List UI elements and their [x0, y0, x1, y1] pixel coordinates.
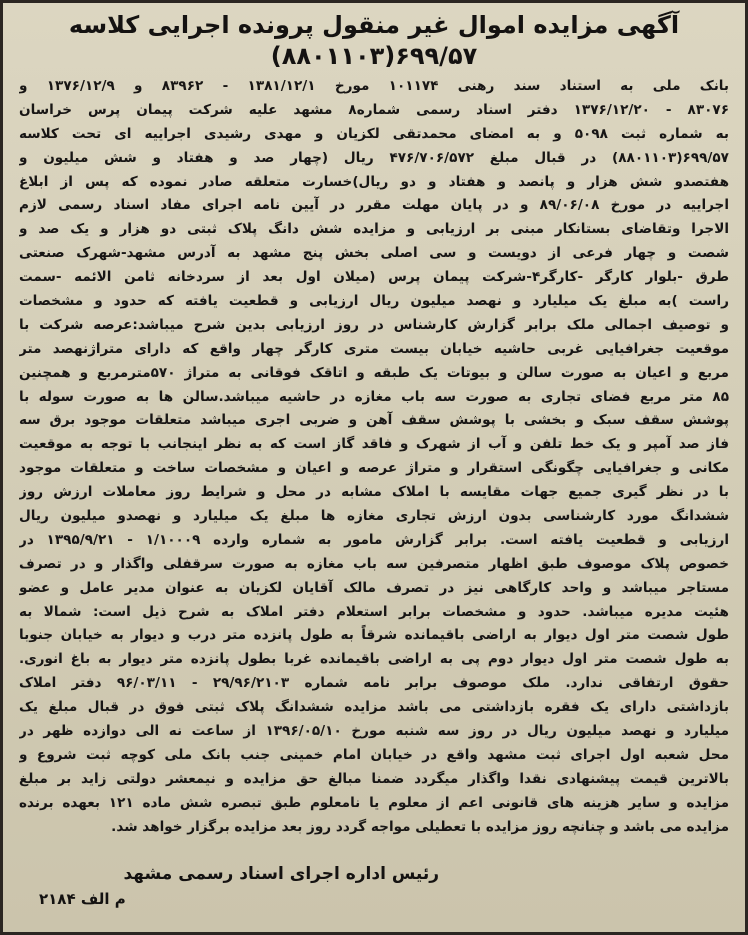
body-line: به شماره ثبت ۵۰۹۸ و به امضای محمدتقی لکزیان و مهدی رشیدی اجراییه ای تحت کلاسه: [19, 125, 729, 142]
body-line: حقوق ارتفاقی ندارد. ملک موصوف برابر نامه شماره ۲۹/۹۶/۲۱۰۳ - ۹۶/۰۳/۱۱ دفتر املاک: [19, 675, 729, 692]
body-line: مستاجر میباشد و واحد کارگاهی نیز در تصرف مالک آقایان لکزیان به عنوان مدیر عامل و عضو: [19, 579, 729, 596]
body-line: به طول شصت متر اول دیوار دوم پی به اراضی باقیمانده غربا بطول پانزده متر دیوار به باغ انوری.: [19, 651, 729, 668]
notice-body: [19, 75, 729, 840]
body-line: بازداشتی دارای یک فقره بازداشتی می باشد مزایده ششدانگ پلاک ثبتی فوق در قبال مبلغ یک: [19, 699, 729, 716]
body-line: ۸۵ متر مربع فضای تجاری به صورت سه باب مغازه در حاشیه میباشد.سالن ها به صورت سوله با: [19, 388, 729, 405]
body-line: شصت و چهار فرعی از دویست و سی اصلی بخش پنج مشهد به آدرس مشهد-شهرک صنعتی: [19, 245, 729, 262]
body-line: مکانی و جغرافیایی چگونگی استقرار و متراژ عرصه و اعیان و مشخصات ساخت و متعلقات موجود: [19, 460, 729, 477]
body-line: الاجرا وتقاضای بستانکار مبنی بر ارزیابی و مزایده شش دانگ پلاک ثبتی دو هزار و یک صد و: [19, 221, 729, 238]
body-line: راست )به مبلغ یک میلیارد و نهصد میلیون ریال ارزیابی و قطعیت یافته که حدود و مشخصات: [19, 293, 729, 310]
body-line: خصوص پلاک موصوف طبق اظهار متصرفین سه باب مغازه به صورت سرقفلی واگذار و در تصرف: [19, 555, 729, 572]
body-line: طول شصت متر اول دیوار به اراضی باقیمانده شرقاً به طول پانزده متر درب و دیوار به خیابان جنوبا: [19, 627, 729, 644]
body-line: مزایده و سایر هزینه های قانونی اعم از معلوم یا نامعلوم طبق تبصره شش ماده ۱۲۱ بعهده برنده: [19, 794, 729, 811]
body-line: میلیارد و نهصد میلیون ریال در روز سه شنبه مورخ ۱۳۹۶/۰۵/۱۰ از ساعت نه الی دوازده ظهر در: [19, 723, 729, 740]
body-line: مربع و اعیان به صورت سالن و بیوتات یک طبقه و اتاقک فوقانی به متراژ ۵۷۰مترمربع و همچنین: [19, 364, 729, 381]
body-line: ۶۹۹/۵۷(۸۸۰۱۱۰۳) در قبال مبلغ ۴۷۶/۷۰۶/۵۷۲ ریال (چهار صد و هفتاد و شش میلیون و: [19, 149, 729, 166]
body-line: ارزیابی و قطعیت یافته است. برابر گزارش مامور به شماره وارده ۱/۱۰۰۰۹ - ۱۳۹۵/۹/۲۱ در: [19, 531, 729, 548]
body-line: ششدانگ مورد کارشناسی بدون ارزش تجاری مغازه ها مبلغ یک میلیارد و نهصدو میلیون ریال: [19, 508, 729, 525]
case-number: (۸۸۰۱۱۰۳)۶۹۹/۵۷: [270, 42, 478, 70]
body-line: بالاترین قیمت پیشنهادی نقدا واگذار میگردد ضمنا مبالغ حق مزایده و نیمعشر دولتی زاید بر مبلغ: [19, 770, 729, 787]
notice-title: آگهی مزایده اموال غیر منقول پرونده اجرایی کلاسه: [68, 11, 680, 39]
body-line: فاز صد آمپر و یک خط تلفن و آب از شهرک و فاقد گاز است که به نظر اینجانب با توجه به موقعیت: [19, 436, 729, 453]
body-line: موقعیت جغرافیایی غربی حاشیه خیابان بیست متری کارگر چهار واقع که دارای متراژنهصد متر: [19, 340, 729, 357]
body-line: و توصیف اجمالی ملک برابر گزارش کارشناس در روز ارزیابی بدین شرح میباشد:عرصه شرکت با: [19, 316, 729, 333]
body-line: هفتصدو شش هزار و پانصد و هفتاد و دو ریال)خسارت متعلقه صادر نموده که پس از ابلاغ: [19, 173, 729, 190]
body-line: ۸۳۰۷۶ - ۱۳۷۶/۱۲/۲۰ دفتر اسناد رسمی شماره۸ مشهد علیه شرکت پیمان پرس خراسان: [19, 101, 729, 118]
body-line: محل شعبه اول اجرای ثبت مشهد واقع در خیابان امام خمینی جنب بانک ملی کوچه ثبت شروع و: [19, 746, 729, 763]
body-line: مزایده می باشد و چنانچه روز مزایده با تعطیلی مواجه گردد روز بعد مزایده برگزار خواهد شد.: [111, 818, 729, 835]
body-line: با در نظر گیری جمیع جهات مقایسه با املاک مشابه در محل و شرایط روز معاملات ارزش روز: [19, 484, 729, 501]
body-line: پوشش سقف سبک و بخشی با پوشش سقف آهن و ضربی اجری میباشد متعلقات موجود برق سه: [19, 412, 729, 429]
notice-footer: [19, 861, 729, 911]
signature-line: رئیس اداره اجرای اسناد رسمی مشهد: [123, 864, 439, 884]
body-line: اجراییه در مورخ ۸۹/۰۶/۰۸ و در پایان مهلت مقرر در آیین نامه اجرای مفاد اسناد رسمی لازم: [19, 197, 729, 214]
body-line: هئیت مدیره میباشد. حدود و مشخصات برابر استعلام دفتر املاک به شرح ذیل است: شمالا به: [19, 603, 729, 620]
reference-number: م الف ۲۱۸۴: [39, 890, 126, 908]
body-line: طرق -بلوار کارگر -کارگر۴-شرکت پیمان پرس (میلان اول بعد از سردخانه ثامن الائمه -سمت: [19, 269, 729, 286]
body-line: بانک ملی به استناد سند رهنی ۱۰۱۱۷۴ مورخ ۱۳۸۱/۱۲/۱ - ۸۳۹۶۲ و ۱۳۷۶/۱۲/۹ و: [19, 78, 729, 94]
